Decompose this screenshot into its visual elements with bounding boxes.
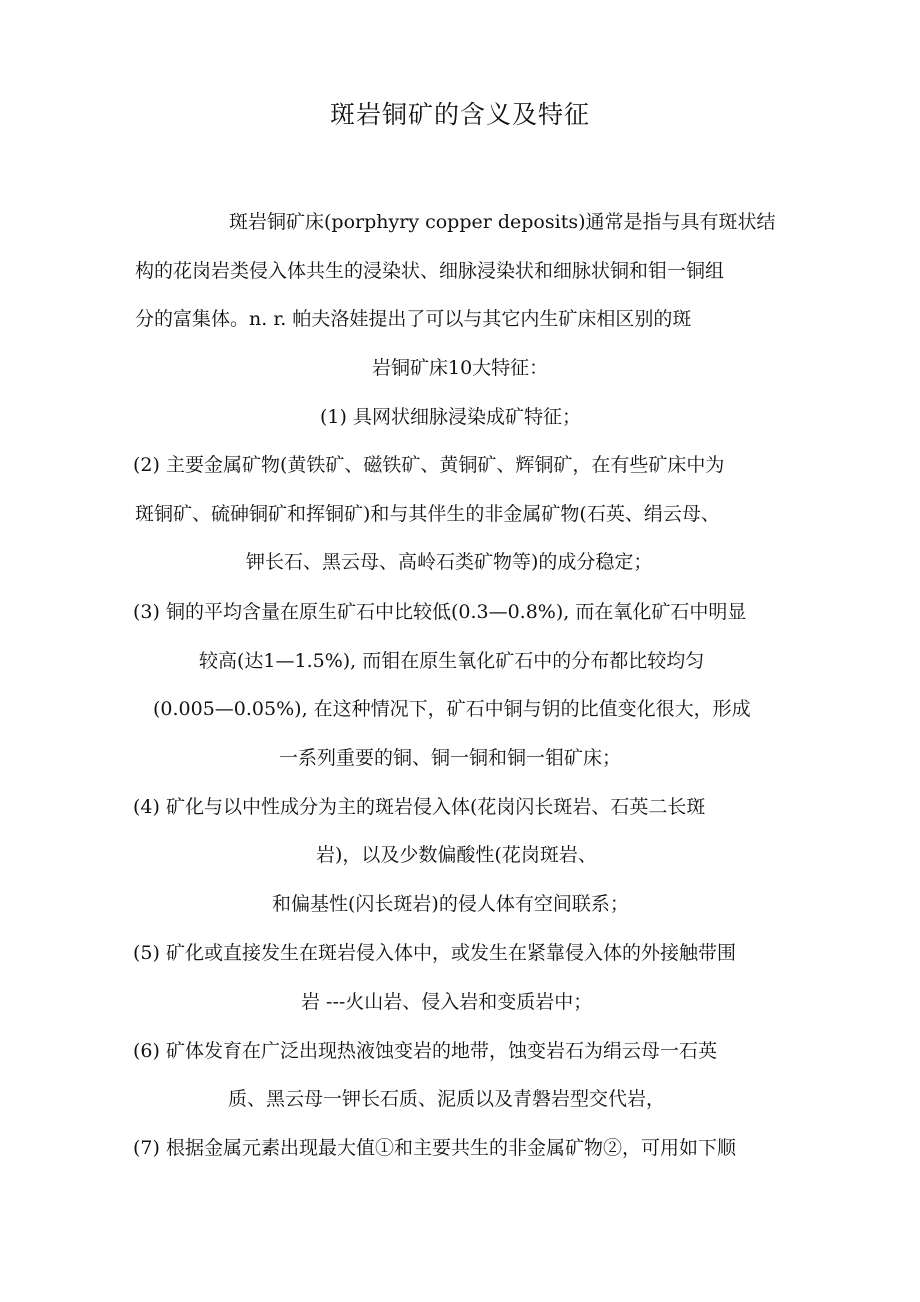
list-item-line: (5) 矿化或直接发生在斑岩侵入体中，或发生在紧靠侵入体的外接触带围 (133, 942, 736, 964)
list-item-line: (1) 具网状细脉浸染成矿特征； (320, 406, 581, 428)
document-title: 斑岩铜矿的含义及特征 (329, 100, 590, 129)
list-item-line: (4) 矿化与以中性成分为主的斑岩侵入体(花岗闪长斑岩、石英二长斑 (133, 796, 706, 818)
list-item-line: 质、黑云母一钾长石质、泥质以及青磐岩型交代岩， (228, 1088, 666, 1110)
list-item-line: 斑铜矿、硫砷铜矿和挥铜矿)和与其伴生的非金属矿物(石英、绢云母、 (135, 503, 720, 525)
list-item-line: 岩)，以及少数偏酸性(花岗斑岩、 (316, 844, 597, 866)
list-item-line: 和偏基性(闪长斑岩)的侵人体有空间联系； (272, 893, 629, 915)
list-item-line: (2) 主要金属矿物(黄铁矿、磁铁矿、黄铜矿、辉铜矿，在有些矿床中为 (133, 454, 725, 476)
paragraph-line: 构的花岗岩类侵入体共生的浸染状、细脉浸染状和细脉状铜和钼一铜组 (135, 260, 725, 282)
paragraph-line: 岩铜矿床10大特征： (372, 357, 549, 379)
paragraph-line: 斑岩铜矿床(porphyry copper deposits)通常是指与具有斑状结 (229, 211, 776, 233)
list-item-line: (7) 根据金属元素出现最大值①和主要共生的非金属矿物②，可用如下顺 (133, 1137, 736, 1159)
list-item-line: 岩 ---火山岩、侵入岩和变质岩中； (301, 991, 593, 1013)
list-item-line: 一系列重要的铜、铜一铜和铜一钼矿床； (279, 747, 622, 769)
list-item-line: 钾长石、黑云母、高岭石类矿物等)的成分稳定； (246, 551, 653, 573)
list-item-line: (0.005—0.05%), 在这种情况下，矿石中铜与钥的比值变化很大，形成 (153, 698, 751, 720)
list-item-line: (3) 铜的平均含量在原生矿石中比较低(0.3—0.8%), 而在氧化矿石中明显 (133, 601, 747, 623)
paragraph-line: 分的富集体。n. r. 帕夫洛娃提出了可以与其它内生矿床相区别的斑 (135, 308, 692, 330)
list-item-line: (6) 矿体发育在广泛出现热液蚀变岩的地带，蚀变岩石为绢云母一石英 (133, 1040, 717, 1062)
list-item-line: 较高(达1—1.5%), 而钼在原生氧化矿石中的分布都比较均匀 (199, 650, 705, 672)
